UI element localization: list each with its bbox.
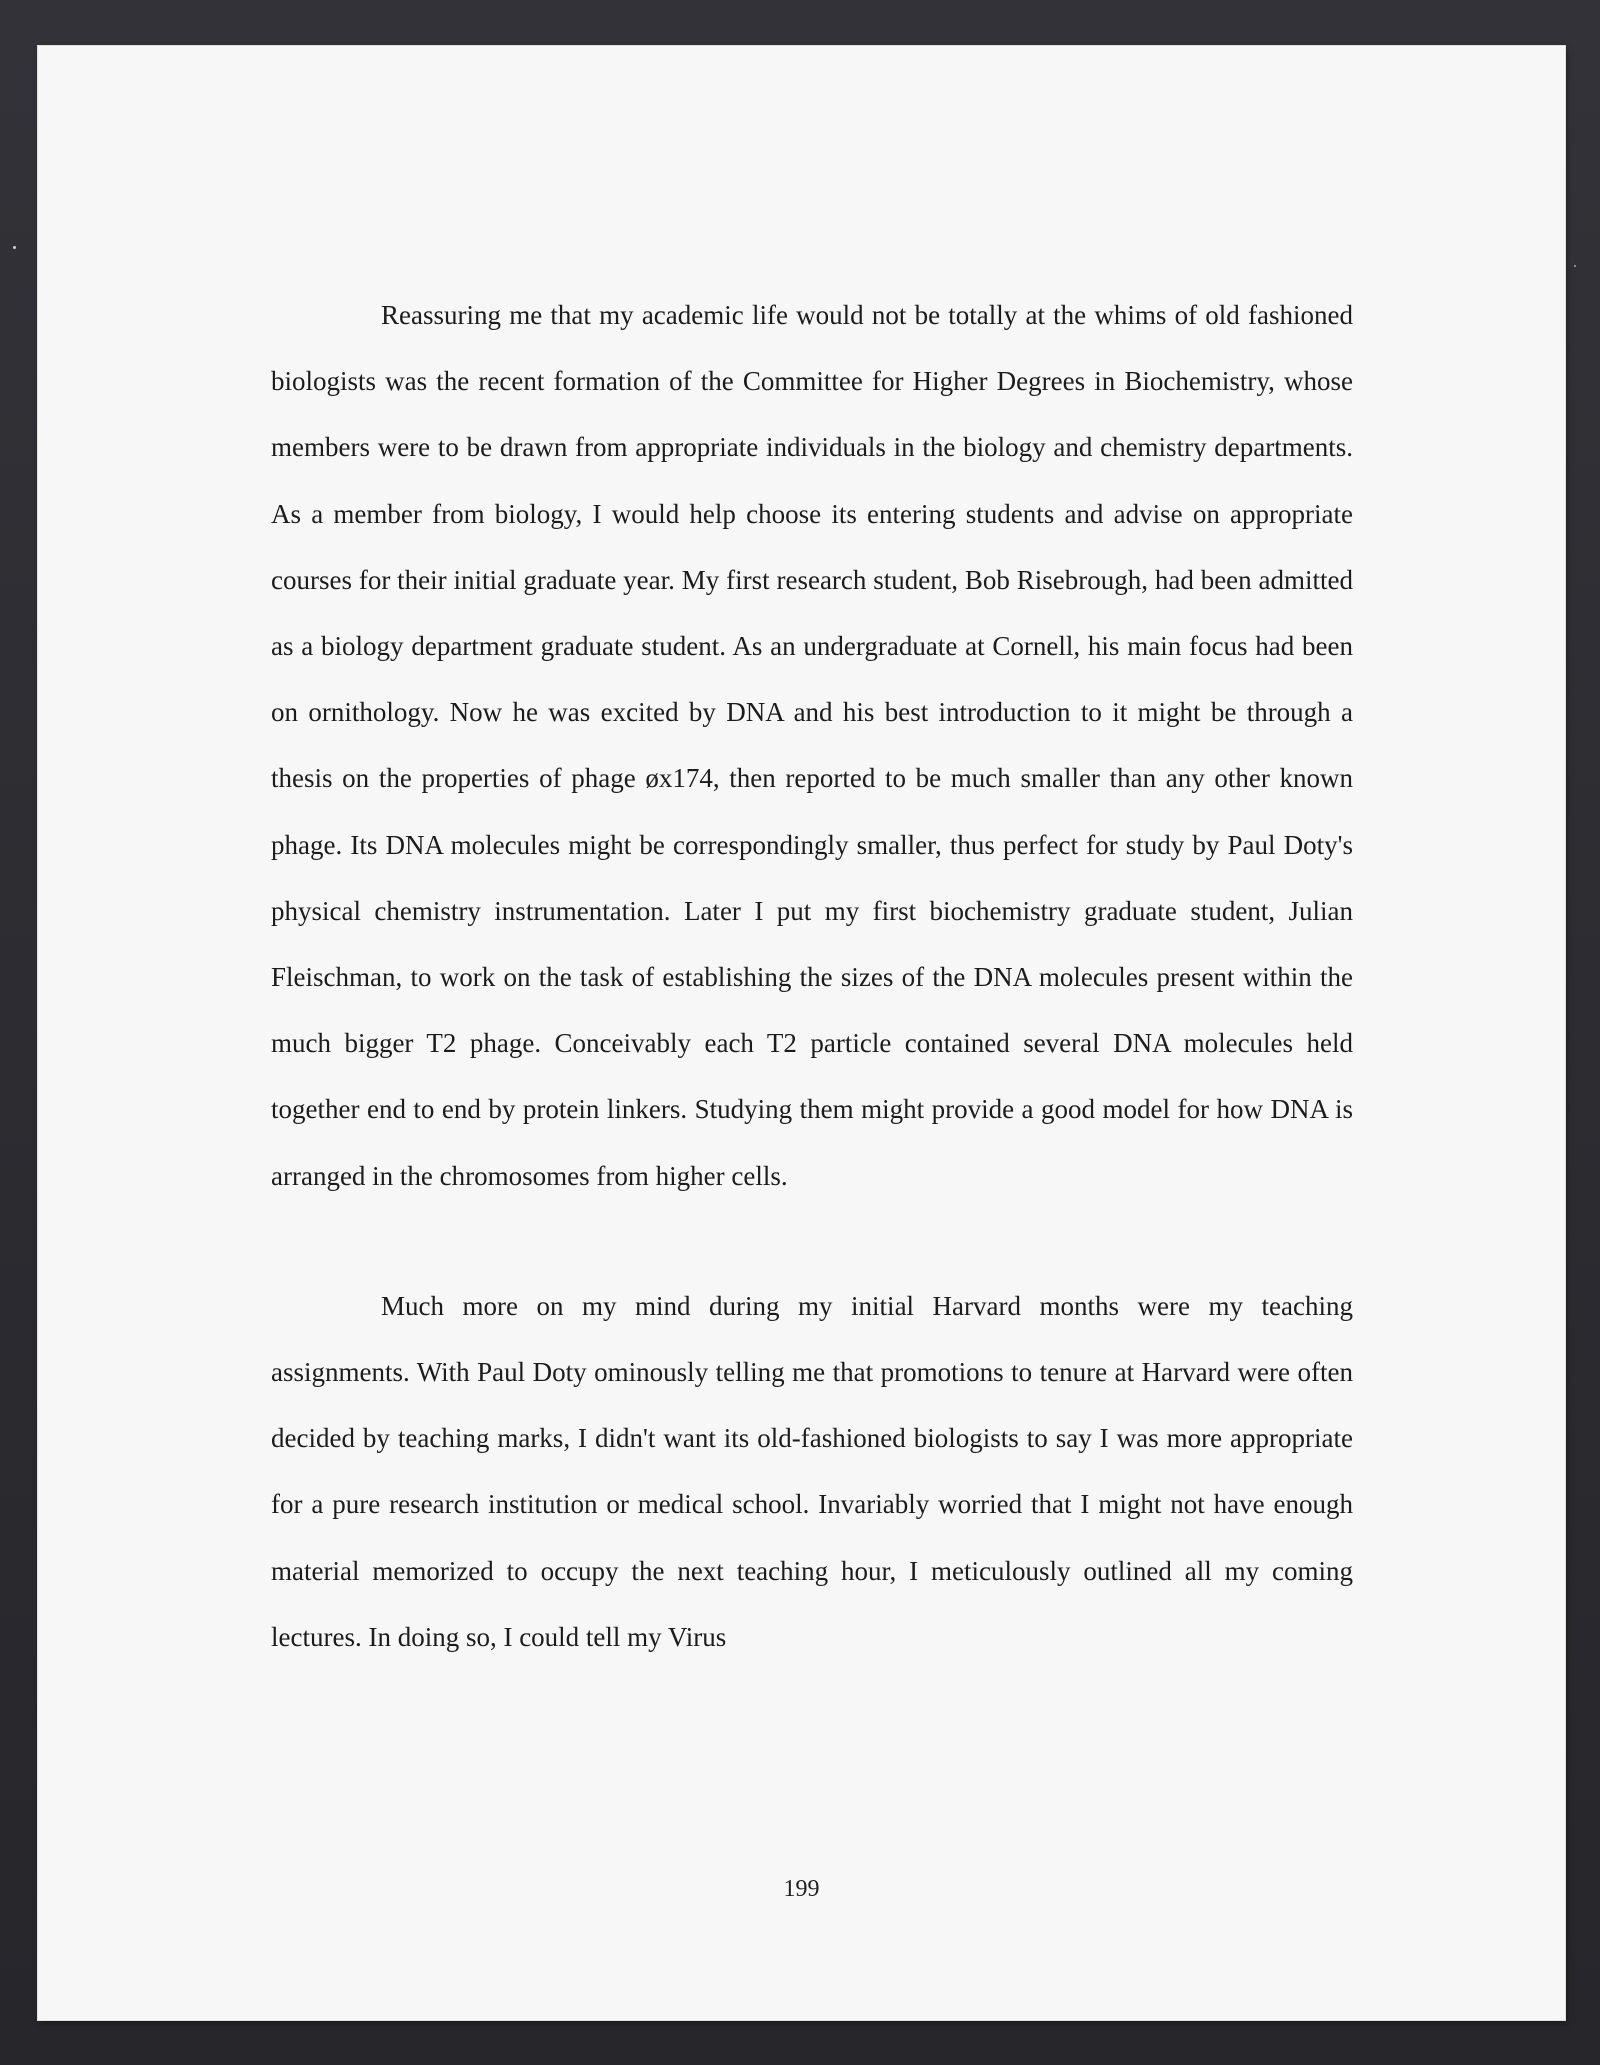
paragraph: Reassuring me that my academic life would not be totally at the whims of old fashioned biologists was the recent formation of the Committee for Higher Degrees in Biochemistry, whose members were to be drawn from appropriate individuals in the biology and chemistry departments. As a member from biology, I would help choose its entering students and advise on appropriate courses for their initial graduate year. My first research student, Bob Risebrough, had been admitted as a biology department graduate student. As an undergraduate at Cornell, his main focus had been on ornithology. Now he was excited by DNA and his best introduction to it might be through a thesis on the properties of phage øx174, then reported to be much smaller than any other known phage. Its DNA molecules might be correspondingly smaller, thus perfect for study by Paul Doty's physical chemistry instrumentation. Later I put my first biochemistry graduate student, Julian Fleischman, to work on the task of establishing the sizes of the DNA molecules present within the much bigger T2 phage. Conceivably each T2 particle contained several DNA molecules held together end to end by protein linkers. Studying them might provide a good model for how DNA is arranged in the chromosomes from higher cells. (271, 300, 1353, 1191)
dust-speck (1574, 265, 1576, 267)
document-page (38, 46, 1565, 2020)
paragraph: Much more on my mind during my initial Harvard months were my teaching assignments. With Paul Doty ominously telling me that promotions to tenure at Harvard were often decided by teaching marks, I didn't want its old-fashioned biologists to say I was more appropriate for a pure research institution or medical school. Invariably worried that I might not have enough material memorized to occupy the next teaching hour, I meticulously outlined all my coming lectures. In doing so, I could tell my Virus (271, 1290, 1353, 1652)
page-number: 199 (783, 1876, 820, 1902)
body-text (271, 282, 1353, 1670)
dust-speck (13, 246, 16, 249)
